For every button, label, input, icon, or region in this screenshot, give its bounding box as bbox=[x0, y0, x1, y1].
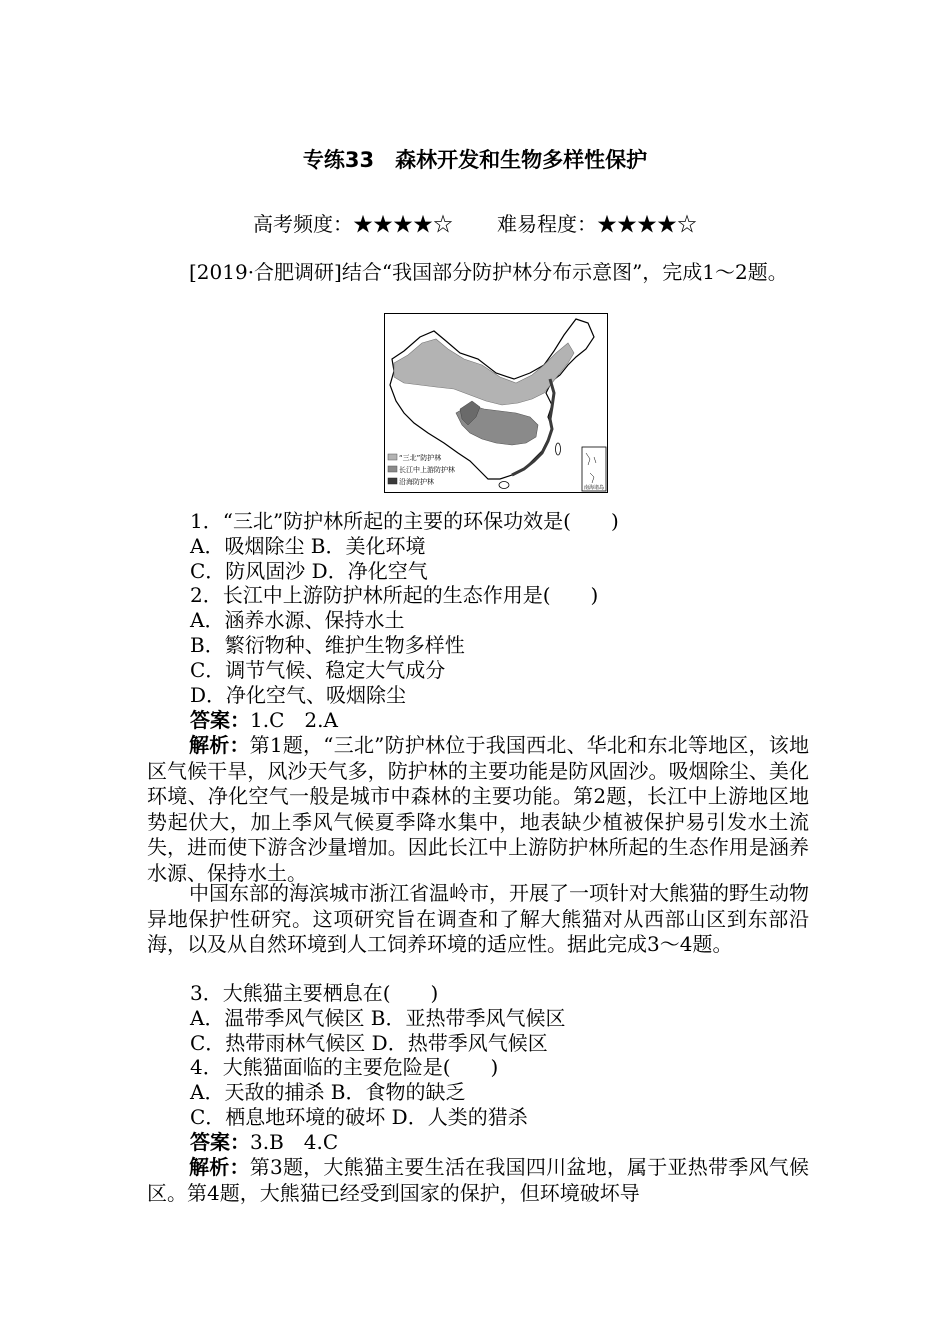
question-2-stem: 2．长江中上游防护林所起的生态作用是( ) bbox=[190, 583, 599, 607]
legend-label-changjiang: 长江中上游防护林 bbox=[399, 466, 455, 474]
answer-label: 答案： bbox=[190, 708, 250, 732]
question-3-stem: 3．大熊猫主要栖息在( ) bbox=[190, 981, 439, 1005]
question-2-option-b: B．繁衍物种、维护生物多样性 bbox=[190, 633, 465, 657]
legend-swatch-sanbei bbox=[388, 454, 397, 460]
answer-text: 3.B 4.C bbox=[250, 1130, 339, 1154]
answer-1 bbox=[190, 708, 338, 733]
question-4-options-ab: A．天敌的捕杀 B．食物的缺乏 bbox=[190, 1080, 466, 1104]
question-3-options-cd: C．热带雨林气候区 D．热带季风气候区 bbox=[190, 1031, 548, 1055]
answer-label: 答案： bbox=[190, 1130, 250, 1154]
answer-text: 1.C 2.A bbox=[250, 708, 338, 732]
intro-paragraph-2: 中国东部的海滨城市浙江省温岭市，开展了一项针对大熊猫的野生动物异地保护性研究。这项研究旨在调查和了解大熊猫对从西部山区到东部沿海，以及从自然环境到人工饲养环境的适应性。据此完成3～4题。 bbox=[147, 881, 809, 957]
intro-paragraph-1: [2019·合肥调研]结合“我国部分防护林分布示意图”，完成1～2题。 bbox=[189, 260, 788, 284]
question-2-option-d: D．净化空气、吸烟除尘 bbox=[190, 683, 407, 707]
exam-frequency: 高考频度：★★★★☆ bbox=[253, 212, 453, 236]
explanation-text: 第3题，大熊猫主要生活在我国四川盆地，属于亚热带季风气候区。第4题，大熊猫已经受到国家的保护，但环境破坏导 bbox=[147, 1155, 809, 1205]
shelterbelt-map bbox=[384, 313, 608, 493]
question-1-options-cd: C．防风固沙 D．净化空气 bbox=[190, 559, 428, 583]
legend-swatch-coastal bbox=[388, 478, 397, 484]
question-2-option-a: A．涵养水源、保持水土 bbox=[190, 608, 405, 632]
explanation-label: 解析： bbox=[189, 733, 250, 757]
explanation-label: 解析： bbox=[189, 1155, 250, 1179]
page-title: 专练33 森林开发和生物多样性保护 bbox=[302, 148, 648, 172]
explanation-2 bbox=[147, 1155, 809, 1206]
question-4-stem: 4．大熊猫面临的主要危险是( ) bbox=[190, 1055, 499, 1079]
explanation-1 bbox=[147, 733, 809, 887]
question-4-options-cd: C．栖息地环境的破坏 D．人类的猎杀 bbox=[190, 1105, 528, 1129]
question-2-option-c: C．调节气候、稳定大气成分 bbox=[190, 658, 446, 682]
question-3-options-ab: A．温带季风气候区 B．亚热带季风气候区 bbox=[190, 1006, 566, 1030]
answer-2 bbox=[190, 1130, 338, 1155]
question-1-options-ab: A．吸烟除尘 B．美化环境 bbox=[190, 534, 426, 558]
legend-swatch-changjiang bbox=[388, 466, 397, 472]
question-1-stem: 1．“三北”防护林所起的主要的环保功效是( ) bbox=[190, 509, 619, 533]
inset-label: 南海诸岛 bbox=[583, 485, 605, 491]
difficulty-level: 难易程度：★★★★☆ bbox=[497, 212, 697, 236]
taiwan-island bbox=[556, 443, 561, 455]
legend-label-sanbei: “三北”防护林 bbox=[399, 454, 442, 462]
difficulty-row bbox=[0, 208, 950, 237]
legend-label-coastal: 沿海防护林 bbox=[399, 478, 434, 486]
explanation-text: 第1题，“三北”防护林位于我国西北、华北和东北等地区，该地区气候干旱，风沙天气多，防护林的主要功能是防风固沙。吸烟除尘、美化环境、净化空气一般是城市中森林的主要功能。第2题，长江中上游地区地势起伏大，加上季风气候夏季降水集中，地表缺少植被保护易引发水土流失，进而使下游含沙量增加。因此长江中上游防护林所起的生态作用是涵养水源、保持水土。 bbox=[147, 733, 809, 885]
hainan-island bbox=[499, 482, 509, 489]
